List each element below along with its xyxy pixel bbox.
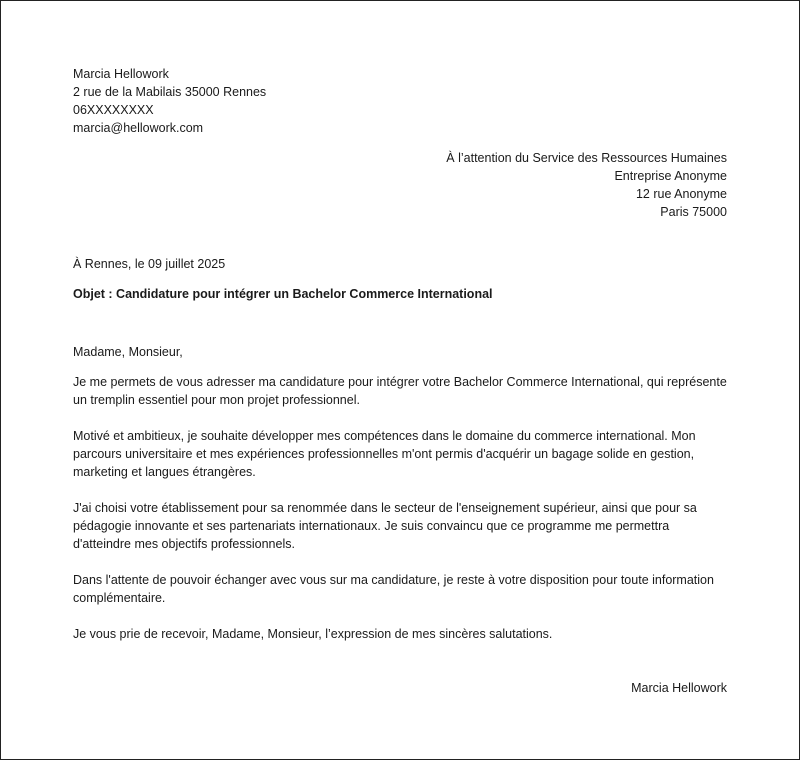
sender-phone: 06XXXXXXXX [73, 103, 154, 117]
letter-body [73, 373, 727, 643]
body-paragraph-school-choice: J'ai choisi votre établissement pour sa renommée dans le secteur de l'enseignement supérieur, ainsi que pour sa pédagogie innovante et ses partenariats internationaux. Je suis convaincu que ce programme me permettra d'atteindre mes objectifs professionnels. [73, 501, 697, 551]
sender-address: 2 rue de la Mabilais 35000 Rennes [73, 85, 267, 99]
salutation: Madame, Monsieur, [73, 345, 183, 359]
sender-name: Marcia Hellowork [73, 67, 169, 81]
recipient-street: 12 rue Anonyme [635, 187, 727, 201]
recipient-block [73, 149, 727, 221]
body-paragraph-closing: Je vous prie de recevoir, Madame, Monsieur, l’expression de mes sincères salutations. [73, 627, 553, 641]
recipient-city: Paris 75000 [660, 205, 727, 219]
body-paragraph-availability: Dans l'attente de pouvoir échanger avec vous sur ma candidature, je reste à votre disposition pour toute information complémentaire. [73, 573, 714, 605]
signature: Marcia Hellowork [631, 681, 727, 695]
letter-content [73, 65, 727, 697]
sender-email: marcia@hellowork.com [73, 121, 204, 135]
recipient-attention: À l’attention du Service des Ressources Humaines [446, 151, 727, 165]
sender-block [73, 65, 727, 137]
subject-line: Objet : Candidature pour intégrer un Bachelor Commerce International [73, 287, 493, 301]
recipient-company: Entreprise Anonyme [614, 169, 727, 183]
body-paragraph-intro: Je me permets de vous adresser ma candidature pour intégrer votre Bachelor Commerce International, qui représente un tremplin essentiel pour mon projet professionnel. [73, 375, 727, 407]
date-line: À Rennes, le 09 juillet 2025 [73, 257, 226, 271]
body-paragraph-motivation: Motivé et ambitieux, je souhaite développer mes compétences dans le domaine du commerce international. Mon parcours universitaire et mes expériences professionnelles m'ont permis d'acquérir un bagage solide en gestion, marketing et langues étrangères. [73, 429, 696, 479]
